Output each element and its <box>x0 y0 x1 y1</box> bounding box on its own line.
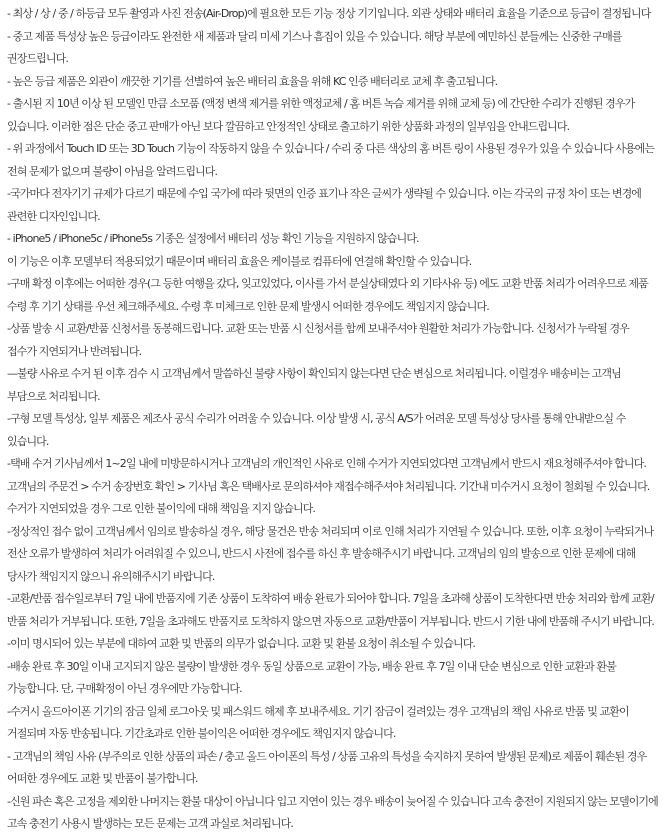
notice-return-form: -상품 발송 시 교환/반품 신청서를 동봉해드립니다. 교환 또는 반품 시 신청서를 함께 보내주셔야 원활한 처리가 가능합니다. 신청서가 누락될 경우 접수가 지연되거나 반려됩니다. <box>7 322 629 358</box>
notice-pickup-delay: -택배 수거 기사님께서 1~2일 내에 미방문하시거나 고객님의 개인적인 사유로 인해 수거가 지연되었다면 고객님께서 반드시 재요청해주셔야 합니다. 고객님의 주문건 > 수거 송장번호 확인 > 기사님 혹은 택배사로 문의하셔야 재접수해주셔야 처리됩니다. 기간내 미수거시 요청이 철회될 수 있습니다. 수거가 지연되었을 경우 그로 인한 불이익에 대해 책임을 지지 않습니다. <box>7 457 650 515</box>
notice-purchase-confirmation: -구매 확정 이후에는 어떠한 경우(그 등한 여행을 갔다, 잊고있었다, 이사를 가서 분실상태였다 외 기타사유 등) 에도 교환 반품 처리가 어려우므로 제품 수령 후 기기 상태를 우선 체크해주세요. 수령 후 미체크로 인한 문제 발생시 어떠한 경우에도 책임지지 않습니다. <box>7 277 648 313</box>
notice-battery-check-model: - iPhone5 / iPhone5c / iPhone5s 기종은 설정에서 배터리 성능 확인 기능을 지원하지 않습니다. <box>7 232 419 245</box>
notice-arbitrary-shipping: -정상적인 접수 없이 고객님께서 임의로 발송하실 경우, 해당 물건은 반송 처리되며 이로 인해 처리가 지연될 수 있습니다. 또한, 이후 요청이 누락되거나 전산 오류가 발생하여 처리가 어려워질 수 있으니, 반드시 사전에 접수를 하신 후 발송해주시기 바랍니다. 고객님의 임의 발송으로 인한 문제에 대해 당사가 책임지지 않으니 유의해주시기 바랍니다. <box>7 524 654 583</box>
notice-official-repair: -구형 모델 특성상, 일부 제품은 제조사 공식 수리가 어려울 수 있습니다. 이상 발생 시, 공식 A/S가 어려운 모델 특성상 당사를 통해 안내받으실 수 있습니다. <box>7 412 626 448</box>
notice-repair-history: - 출시된 지 10년 이상 된 모델인 만큼 소모품 (액정 변색 제거를 위한 액정교체 / 홈 버튼 녹슴 제거를 위해 교체 등) 에 간단한 수리가 진행된 경우가 있습니다. 이러한 점은 단순 중고 판매가 아닌 보다 깔끔하고 안정적인 상태로 출고하기 위한 상품화 과정의 일부임을 안내드립니다. <box>7 97 635 133</box>
notice-stated-items: -이미 명시되어 있는 부분에 대하여 교환 및 반품의 의무가 없습니다. 교환 및 환불 요청이 취소될 수 있습니다. <box>7 637 476 650</box>
notice-defect-inspection: —불량 사유로 수거 된 이후 검수 시 고객님께서 말씀하신 불량 사항이 확인되지 않는다면 단순 변심으로 처리됩니다. 이럴경우 배송비는 고객님 부담으로 처리됩니다. <box>7 367 621 403</box>
notice-exchange-period: -배송 완료 후 30일 이내 고지되지 않은 불량이 발생한 경우 동일 상품으로 교환이 가능, 배송 완료 후 7일 이내 단순 변심으로 인한 교환과 환불 가능합니다. 단, 구매확정이 아닌 경우에만 가능합니다. <box>7 659 616 695</box>
notice-return-deadline: -교환/반품 접수일로부터 7일 내에 반품지에 기존 상품이 도착하여 배송 완료가 되어야 합니다. 7일을 초과해 상품이 도착한다면 반송 처리와 함께 교환/반품 처리가 거부됩니다. 또한, 7일을 초과해도 반품지로 도착하지 않으면 자동으로 교환/반품이 거부됩니다. 반드시 기한 내에 반품해 주시기 바랍니다. <box>7 592 654 628</box>
notice-used-condition: - 중고 제품 특성상 높은 등급이라도 완전한 새 제품과 달리 미세 기스나 흠집이 있을 수 있습니다. 해당 부분에 예민하신 분들께는 신중한 구매를 권장드립니다. <box>7 29 622 65</box>
notice-grade-definition: - 최상 / 상 / 중 / 하등급 모두 촬영과 사진 전송(Air-Drop)에 필요한 모든 기능 정상 기기입니다. 외관 상태와 배터리 효율을 기준으로 등급이 결정됩니다 <box>7 7 651 20</box>
notice-customer-fault: - 고객님의 책임 사유 (부주의로 인한 상품의 파손 / 충고 올드 아이폰의 특성 / 상품 고유의 특성을 숙지하지 못하여 발생된 문제)로 제품이 훼손된 경우 어떠한 경우에도 교환 및 반품이 불가합니다. <box>7 749 647 785</box>
notice-certification-marks: -국가마다 전자기기 규제가 다르기 때문에 수입 국가에 따라 뒷면의 인증 표기나 작은 글씨가 생략될 수 있습니다. 이는 각국의 규정 차이 또는 변경에 관련한 디자인입니다. <box>7 187 642 223</box>
notice-battery-replacement: - 높은 등급 제품은 외관이 깨끗한 기기를 선별하여 높은 배터리 효율을 위해 KC 인증 배터리로 교체 후 출고됩니다. <box>7 74 498 88</box>
notice-device-lock: -수거시 올드아이폰 기기의 잠금 일체 로그아웃 및 패스워드 해제 후 보내주세요. 기기 잠금이 걸려있는 경우 고객님의 책임 사유로 반품 및 교환이 거절되며 자동 반송됩니다. 기간초과로 인한 불이익은 어떠한 경우에도 책임지지 않습니다. <box>7 704 629 740</box>
notice-touch-id: - 위 과정에서 Touch ID 또는 3D Touch 기능이 작동하지 않을 수 있습니다 / 수리 중 다른 색상의 홈 버튼 링이 사용된 경우가 있을 수 있습니다 사용에는 전혀 문제가 없으며 불량이 아님을 알려드립니다. <box>7 142 655 178</box>
notice-battery-check-method: 이 기능은 이후 모델부터 적용되었기 때문이며 배터리 효율은 케이블로 컴퓨터에 연결해 확인할 수 있습니다. <box>7 254 472 268</box>
notice-fast-charging: -신원 파손 혹은 고정을 제외한 나머지는 환불 대상이 아닙니다 입고 지연이 있는 경우 배송이 늦어질 수 있습니다 고속 충전이 지원되지 않는 모델이기에 고속 충전기 사용시 발생하는 모든 문제는 고객 과실로 처리됩니다. <box>7 794 658 830</box>
